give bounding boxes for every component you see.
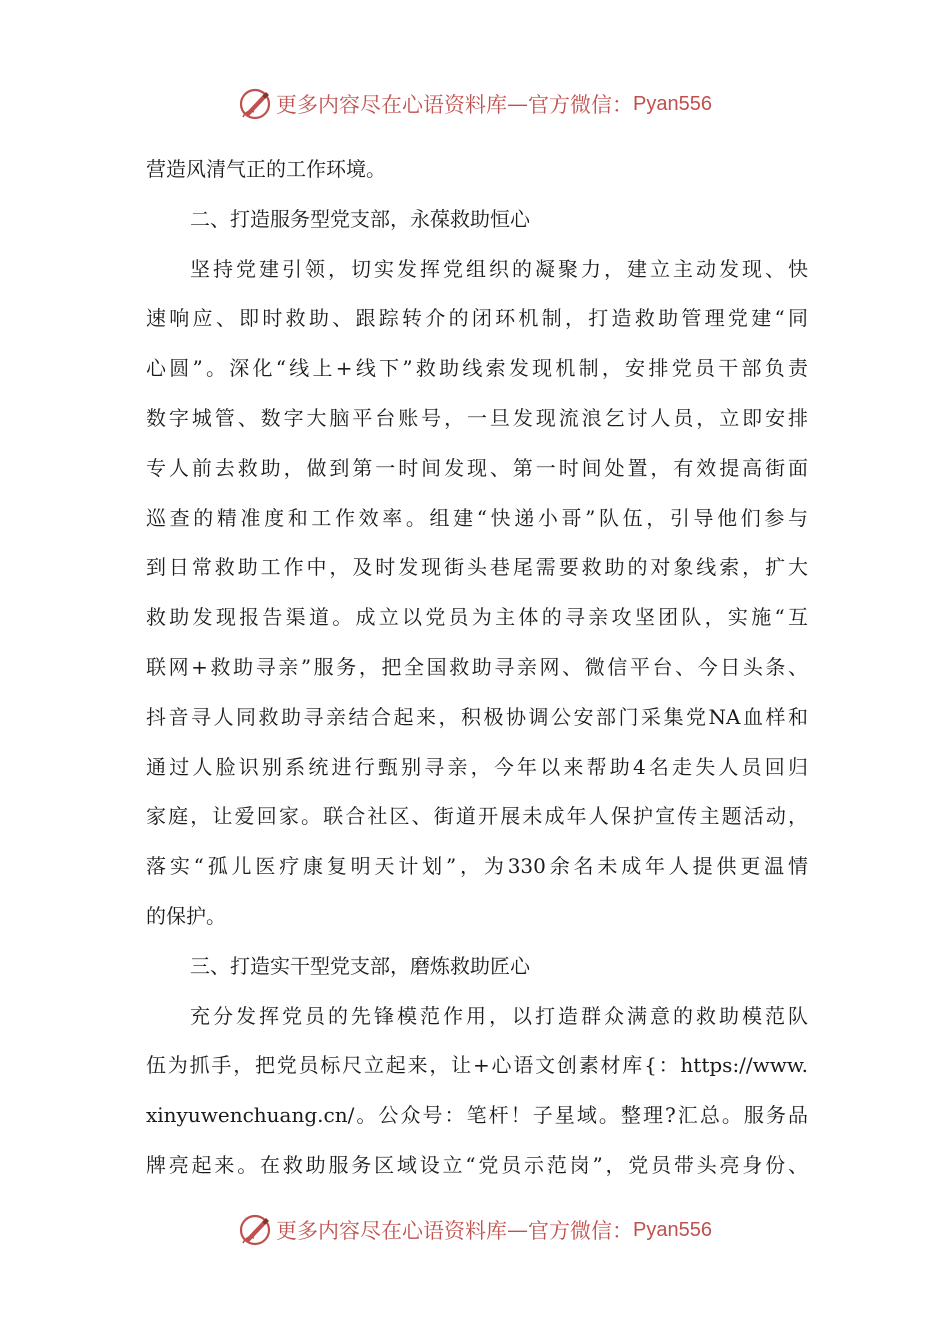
section-heading: 二、打造服务型党支部，永葆救助恒心 — [190, 206, 530, 231]
text-line: 的保护。 — [146, 903, 226, 928]
text-line: 营造风清气正的工作环境。 — [146, 157, 386, 181]
section-heading: 三、打造实干型党支部，磨炼救助匠心 — [190, 953, 530, 978]
pen-circle-logo-icon — [238, 1213, 272, 1247]
text-line: 巡查的精准度和工作效率。组建“快递小哥”队伍，引导他们参与 — [146, 505, 808, 530]
text-line: 抖音寻人同救助寻亲结合起来，积极协调公安部门采集党NA血样和 — [146, 704, 808, 729]
banner-contact-label: 官方微信： — [528, 1219, 634, 1243]
text-line: 心圆”。深化“线上+线下”救助线索发现机制，安排党员干部负责 — [146, 356, 808, 381]
text-line: 牌亮起来。在救助服务区域设立“党员示范岗”，党员带头亮身份、 — [146, 1152, 808, 1177]
banner-separator: — — [507, 92, 529, 116]
text-line: 充分发挥党员的先锋模范作用，以打造群众满意的救助模范队 — [190, 1003, 808, 1028]
banner-text: 更多内容尽在心语资料库 — [276, 93, 508, 117]
text-line: 家庭，让爱回家。联合社区、街道开展未成年人保护宣传主题活动， — [146, 804, 808, 829]
banner-handle: Pyan556 — [633, 1218, 712, 1241]
text-line: 速响应、即时救助、跟踪转介的闭环机制，打造救助管理党建“同 — [146, 306, 808, 331]
text-line: 联网+救助寻亲”服务，把全国救助寻亲网、微信平台、今日头条、 — [146, 654, 808, 679]
document-body — [146, 145, 808, 1191]
banner-separator: — — [507, 1218, 529, 1242]
pen-circle-logo-icon — [238, 87, 272, 121]
text-line: 到日常救助工作中，及时发现街头巷尾需要救助的对象线索，扩大 — [146, 555, 808, 580]
banner-handle: Pyan556 — [633, 92, 712, 115]
text-line: xinyuwenchuang.cn/。公众号：笔杆！子星域。整理?汇总。服务品 — [146, 1103, 808, 1128]
text-line: 坚持党建引领，切实发挥党组织的凝聚力，建立主动发现、快 — [190, 256, 808, 281]
text-line: 落实“孤儿医疗康复明天计划”，为330余名未成年人提供更温情 — [146, 854, 808, 879]
banner-contact-label: 官方微信： — [528, 93, 634, 117]
watermark-banner-bottom — [0, 1208, 950, 1252]
text-line: 通过人脸识别系统进行甄别寻亲，今年以来帮助4名走失人员回归 — [146, 754, 808, 779]
text-line: 救助发现报告渠道。成立以党员为主体的寻亲攻坚团队，实施“互 — [146, 605, 808, 630]
text-line: 专人前去救助，做到第一时间发现、第一时间处置，有效提高街面 — [146, 455, 808, 480]
banner-text: 更多内容尽在心语资料库 — [276, 1219, 508, 1243]
text-line: 伍为抓手，把党员标尺立起来，让+心语文创素材库{：https://www. — [146, 1053, 808, 1078]
text-line: 数字城管、数字大脑平台账号，一旦发现流浪乞讨人员，立即安排 — [146, 405, 808, 430]
watermark-banner-top — [0, 82, 950, 126]
